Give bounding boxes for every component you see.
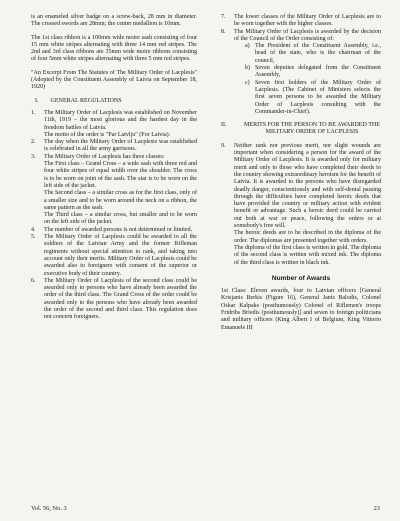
regulation-item bbox=[31, 190, 197, 212]
section-number: I. bbox=[35, 97, 39, 104]
regulation-item bbox=[31, 154, 197, 161]
page-number: 23 bbox=[373, 505, 380, 512]
item-text: The Military Order of Lacplesis of the second class could be awarded only to persons who have already been awarded the order of the third class. The Grand Cross of the order could be awarded only to the persons who have already been awarded the order of the second and third class. This regulation does not concern foreigners. bbox=[44, 277, 197, 321]
regulation-item bbox=[31, 139, 197, 154]
intro-paragraph: is an enameled silver badge on a screw-back, 28 mm in diameter. The crossed swords are 28mm; the center medallion is 10mm. bbox=[31, 14, 197, 28]
item-text: The Military Order of Lacplesis could be awarded to all the soldiers of the Latvian Army and the former Rifleman regiments without special attention to rank, and taking into account only their merits. Military Order of Lacplesis could be awarded also to foreigners with consent of the superior or executive body of their country. bbox=[44, 234, 197, 277]
item-text: The day when the Military Order of Lacplesis was established is celebrated in all the army garrisons. bbox=[44, 139, 197, 153]
regulation-item-8: 8. The Military Order of Lacplesis is awarded by the decision of the Council of the Order consisting of: bbox=[221, 28, 381, 42]
regulation-list bbox=[31, 110, 197, 322]
item-number: 6. bbox=[31, 277, 36, 284]
item-text: The Military Order of Lacplesis was established on November 11th, 1919 – the most glorious and the hardest day in the freedom battles of Latvia. bbox=[44, 109, 197, 131]
ribbon-paragraph: The 1st class ribbon is a 100mm wide moire sash consisting of four 15 mm white stripes alternating with three 14 mm red stripes. The 2nd and 3rd class ribbons are 35mm wide moire ribbons consisting of four 5mm white stripes alternating with three 5 mm red stripes. bbox=[31, 34, 197, 63]
item-text: The Military Order of Lacplesis has three classes: bbox=[44, 153, 165, 160]
item-text: The Third class – a similar cross, but smaller and to be worn on the left side of the jacket. bbox=[44, 212, 197, 226]
section-title: MERITS FOR THE PERSON TO BE AWARDED THE MILITARY ORDER OF LACPLESIS bbox=[244, 122, 380, 136]
item-text: The First class – Grand Cross – a wide sash with three red and four white stripes of equal width over the shoulder. The cross is to be worn on joint of the sash. The star is to be worn on the left side of the jacket. bbox=[44, 161, 197, 189]
item-number: 2. bbox=[31, 139, 36, 146]
section-heading-merits bbox=[221, 122, 381, 137]
section-title: GENERAL REGULATIONS bbox=[50, 97, 122, 104]
council-member-b: b) Seven deputies delegated from the Constituent Assembly, bbox=[245, 65, 381, 79]
section-heading-general-regulations bbox=[31, 98, 197, 105]
left-column bbox=[31, 14, 197, 322]
item-text: The number of awarded persons is not determined or limited. bbox=[44, 226, 193, 233]
volume-issue-footer: Vol. 56, No. 3 bbox=[31, 505, 67, 512]
regulation-item bbox=[31, 278, 197, 322]
regulation-item bbox=[31, 234, 197, 278]
regulation-item bbox=[31, 227, 197, 234]
regulation-item-7: 7. The lower classes of the Military Order of Lacplesis are to be worn together with the higher classes. bbox=[221, 14, 381, 28]
awards-paragraph: 1st Class: Eleven awards, four to Latvian officers [General Krisjanis Berkis (Figure 16), General Janis Balodis, Colonel Oskar Kalpaks (posthumously) Colonel of Riflemen's troops Fridrihs Briedis (posthumously)] and seven to foreign politicians and military officers (King Albert I of Belgium, King Vittorio Emanuele III bbox=[221, 288, 381, 331]
item-text: The motto of the order is "Par Latvlju" (For Latvia). bbox=[44, 131, 171, 138]
number-of-awards-heading: Number of Awards bbox=[271, 274, 331, 282]
diploma-description: The heroic deeds are to be described in the diploma of the order. The diplomas are presented together with orders. bbox=[234, 230, 381, 244]
section-number: II. bbox=[221, 122, 227, 129]
regulation-item-9: 9. Neither rank nor previous merit, nor slight wounds are important when considering a person for the award of the Military Order of Lacplesis. It is awarded only for military merit and only to those who have completed their deeds to the country showing extraordinary heroism for the benefit of Latvia. It is awarded to the persons who have disregarded deadly danger, conscientiously and with self-denial passing through the difficulties have completed heroic deeds that have provided the country or military action with evident benefit or advantage. Such a heroic deed could be carried out both at war or peace, following the orders or at somebody's free will. The heroic deeds are to be described in the diploma of the order. The diplomas are presented together with orders. The diploma of the first class is written in gold. The diploma of the second class is written with mixed ink. The diploma of the third class is written in black ink. bbox=[221, 142, 382, 266]
item-text: The Second class – a similar cross as for the first class, only of a smaller size and to be worn around the neck on a ribbon, the same pattern as the sash. bbox=[44, 190, 197, 211]
regulation-item bbox=[31, 212, 197, 227]
diploma-ink-description: The diploma of the first class is written in gold. The diploma of the second class is written with mixed ink. The diploma of the third class is written in black ink. bbox=[234, 244, 382, 266]
statute-excerpt-heading: "An Excerpt From The Statutes of The Military Order of Lacplesis" (Adopted by the Constituent Assembly of Latvia on September 18, 1920) bbox=[31, 69, 197, 91]
right-column bbox=[221, 14, 381, 338]
item-number: 4. bbox=[31, 226, 36, 233]
regulation-item bbox=[31, 161, 197, 190]
regulation-item bbox=[31, 110, 197, 132]
item-number: 3. bbox=[31, 153, 36, 160]
item-number: 1. bbox=[31, 109, 36, 116]
council-member-c: c) Seven first holders of the Military Order of Lacplesis. (The Cabinet of Ministers selects the first seven persons to be awarded the Military Order of Lacplesis consulting with the Commander-in-Chief). bbox=[245, 79, 381, 115]
item-number: 5. bbox=[31, 234, 36, 241]
council-member-a: a) The President of the Constituent Assembly, i.e., head of the state, who is the chairman of the council, bbox=[245, 43, 381, 64]
